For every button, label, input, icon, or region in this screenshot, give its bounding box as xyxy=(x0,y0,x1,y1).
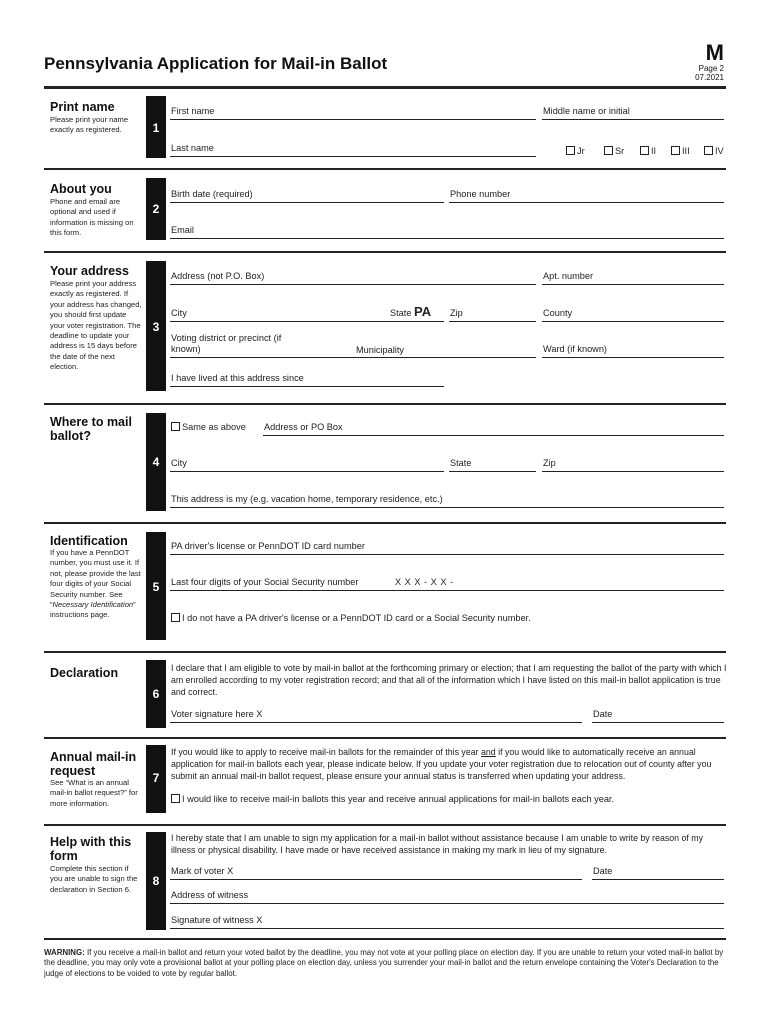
warning-label: WARNING: xyxy=(44,948,85,957)
form-letter: M xyxy=(705,40,724,65)
section-7-number: 7 xyxy=(152,771,160,785)
checkbox-icon[interactable] xyxy=(566,146,575,155)
page-number: Page 2 xyxy=(698,64,724,73)
checkbox-icon[interactable] xyxy=(640,146,649,155)
section-8-title: Help with this form xyxy=(50,835,132,863)
suffix-sr-label: Sr xyxy=(615,146,625,156)
state-value: PA xyxy=(414,304,432,319)
address-field[interactable]: Address (not P.O. Box) xyxy=(170,271,536,285)
section-5-rule xyxy=(44,522,726,524)
middle-name-field[interactable]: Middle name or initial xyxy=(542,106,724,120)
no-id-option[interactable] xyxy=(171,613,531,624)
section-1-description: Please print your name exactly as registered. xyxy=(50,115,129,135)
mail-address-field[interactable]: Address or PO Box xyxy=(263,422,724,436)
section-6-rule xyxy=(44,651,726,653)
section-7-rule xyxy=(44,737,726,739)
suffix-ii-label: II xyxy=(651,146,657,156)
section-7-title: Annual mail-in request xyxy=(50,750,137,778)
annual-option[interactable] xyxy=(171,794,614,805)
warning-body: If you receive a mail-in ballot and return your voted ballot by the deadline, you may not vote at your polling place on election day. If you are unable to return your voted mail-in ballot by the deadline, you may only vote a provisional ballot at your polling place on election day, unless you surrender your mail-in ballot and the return envelope containing the Voter's Declaration to the judge of elections to be voided to vote by regular ballot. xyxy=(44,948,724,978)
county-field[interactable]: County xyxy=(542,308,724,322)
same-as-above-label: Same as above xyxy=(182,422,246,432)
witness-address-field[interactable]: Address of witness xyxy=(170,890,724,904)
suffix-iii-label: III xyxy=(682,146,690,156)
ssn-field[interactable] xyxy=(170,577,724,591)
witness-signature-field[interactable]: Signature of witness X xyxy=(170,915,724,929)
phone-field[interactable]: Phone number xyxy=(449,189,724,203)
checkbox-icon[interactable] xyxy=(671,146,680,155)
last-name-field[interactable]: Last name xyxy=(170,143,536,157)
section-8-number: 8 xyxy=(152,874,160,888)
ssn-mask: X X X - X X - xyxy=(395,577,454,587)
page-info xyxy=(695,64,724,82)
warning-rule xyxy=(44,938,726,940)
section-2-title: About you xyxy=(50,182,112,196)
section-5-description: If you have a PennDOT number, you must use it. If not, please provide the last four digits of your Social Security number. See “Necessary Identification” instructions page. xyxy=(50,548,141,620)
section-4-rule xyxy=(44,403,726,405)
district-line[interactable] xyxy=(170,357,536,358)
section-5-title: Identification xyxy=(50,534,128,548)
city-label: City xyxy=(171,308,187,318)
suffix-iii[interactable] xyxy=(671,146,690,157)
ward-field[interactable]: Ward (if known) xyxy=(542,344,724,358)
voter-mark-field[interactable]: Mark of voter X xyxy=(170,866,582,880)
email-field[interactable]: Email xyxy=(170,225,724,239)
and-emphasis: and xyxy=(481,747,496,757)
suffix-jr-label: Jr xyxy=(577,146,585,156)
suffix-iv[interactable] xyxy=(704,146,724,157)
section-2-rule xyxy=(44,168,726,170)
section-4-number: 4 xyxy=(152,455,160,469)
city-field[interactable] xyxy=(170,304,444,322)
section-8-description: Complete this section if you are unable to sign the declaration in Section 6. xyxy=(50,864,138,894)
birth-date-field[interactable]: Birth date (required) xyxy=(170,189,444,203)
voting-district-label: Voting district or precinct (if known) xyxy=(171,333,282,354)
zip-field[interactable]: Zip xyxy=(449,308,536,322)
section-6-title: Declaration xyxy=(50,666,119,680)
suffix-sr[interactable] xyxy=(604,146,624,157)
voter-signature-field[interactable]: Voter signature here X xyxy=(170,709,582,723)
mail-zip-field[interactable]: Zip xyxy=(542,458,724,472)
suffix-iv-label: IV xyxy=(715,146,724,156)
declaration-text: I declare that I am eligible to vote by mail-in ballot at the forthcoming primary or election; that I am requesting the ballot of the party with which I am enrolled according to my voter registration record; and that all of the information which I have listed on this mail-in ballot application is true and correct. xyxy=(171,663,727,697)
section-4-title: Where to mail ballot? xyxy=(50,415,132,443)
section-6-number: 6 xyxy=(152,687,160,701)
form-title: Pennsylvania Application for Mail-in Ballot xyxy=(44,54,388,73)
mail-state-field[interactable]: State xyxy=(449,458,536,472)
checkbox-icon[interactable] xyxy=(171,613,180,622)
mail-city-field[interactable]: City xyxy=(170,458,444,472)
section-3-title: Your address xyxy=(50,264,129,278)
section-2-description: Phone and email are optional and used if information is missing on this form. xyxy=(50,197,134,238)
municipality-label: Municipality xyxy=(356,345,404,355)
state-label: State PA xyxy=(390,304,432,319)
top-rule xyxy=(44,86,726,89)
help-statement: I hereby state that I am unable to sign my application for a mail-in ballot without assistance because I am unable to write by reason of my illness or physical disability. I have made or have received assistance in making my mark in lieu of my signature. xyxy=(171,833,704,855)
address-type-field[interactable]: This address is my (e.g. vacation home, temporary residence, etc.) xyxy=(170,494,724,508)
lived-since-field[interactable]: I have lived at this address since xyxy=(170,373,444,387)
annual-request-text: If you would like to apply to receive mail-in ballots for the remainder of this year and if you would like to automatically receive an annual application for mail-in ballots each year, please indicate below. If you update your voter registration due to relocation out of county after you submit an annual mail-in ballot request, please ensure your annual status is transferred when updating your address. xyxy=(171,747,712,781)
section-3-rule xyxy=(44,251,726,253)
license-field[interactable]: PA driver's license or PennDOT ID card number xyxy=(170,541,724,555)
form-date: 07.2021 xyxy=(695,73,724,82)
section-5-number: 5 xyxy=(152,580,160,594)
section-3-number: 3 xyxy=(152,320,160,334)
suffix-jr[interactable] xyxy=(566,146,585,157)
declaration-date-field[interactable]: Date xyxy=(592,709,724,723)
section-7-description: See “What is an annual mail-in ballot request?” for more information. xyxy=(50,778,138,808)
section-1-number: 1 xyxy=(152,121,160,135)
annual-option-label: I would like to receive mail-in ballots this year and receive annual applications for mail-in ballots each year. xyxy=(182,794,615,804)
section-2-number: 2 xyxy=(152,202,160,216)
section-5-italic: Necessary Identification xyxy=(52,600,134,610)
warning-text xyxy=(44,948,726,979)
section-8-rule xyxy=(44,824,726,826)
checkbox-icon[interactable] xyxy=(171,422,180,431)
checkbox-icon[interactable] xyxy=(604,146,613,155)
first-name-field[interactable]: First name xyxy=(170,106,536,120)
checkbox-icon[interactable] xyxy=(171,794,180,803)
apt-number-field[interactable]: Apt. number xyxy=(542,271,724,285)
help-date-field[interactable]: Date xyxy=(592,866,724,880)
checkbox-icon[interactable] xyxy=(704,146,713,155)
suffix-ii[interactable] xyxy=(640,146,656,157)
section-1-title: Print name xyxy=(50,100,115,114)
same-as-above[interactable] xyxy=(171,422,246,433)
section-3-description: Please print your address exactly as registered. If your address has changed, you should first update your voter registration. The deadline to update your address is 15 days before the date of the next election. xyxy=(50,279,142,372)
ssn-label: Last four digits of your Social Security number xyxy=(171,577,359,587)
no-id-label: I do not have a PA driver's license or a PennDOT ID card or a Social Security number. xyxy=(182,613,531,623)
